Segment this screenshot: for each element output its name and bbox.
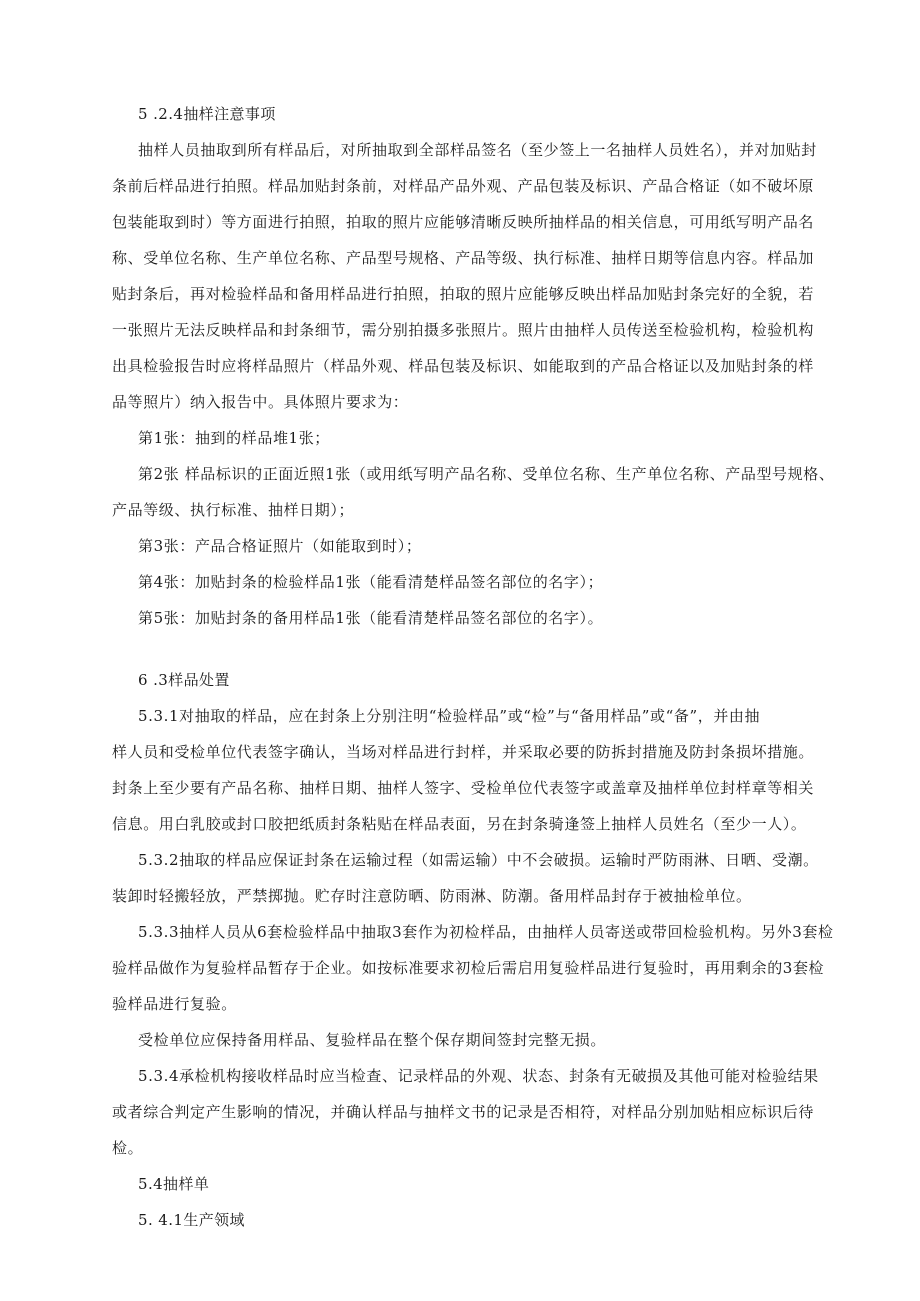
paragraph-line: 抽样人员抽取到所有样品后，对所抽取到全部样品签名（至少签上一名抽样人员姓名），并对加贴封	[138, 141, 817, 159]
paragraph-5-3-2: 5.3.2抽取的样品应保证封条在运输过程（如需运输）中不会破损。运输时严防雨淋、日晒、受潮。	[138, 851, 819, 869]
paragraph-line: 出具检验报告时应将样品照片（样品外观、样品包装及标识、如能取到的产品合格证以及加贴封条的样	[112, 357, 815, 375]
photo-requirement-4: 第4张：加贴封条的检验样品1张（能看清楚样品签名部位的名字）；	[138, 573, 604, 591]
paragraph-line: 封条上至少要有产品名称、抽样日期、抽样人签字、受检单位代表签字或盖章及抽样单位封样章等相关	[112, 779, 815, 797]
paragraph-5-3-4: 5.3.4承检机构接收样品时应当检查、记录样品的外观、状态、封条有无破损及其他可能对检验结果	[138, 1067, 819, 1085]
paragraph-line: 验样品进行复验。	[112, 995, 237, 1013]
paragraph-5-3-1: 5.3.1对抽取的样品，应在封条上分别注明“检验样品”或“检”与“备用样品”或“备”，并由抽	[138, 707, 761, 725]
paragraph-line: 样人员和受检单位代表签字确认，当场对样品进行封样，并采取必要的防拆封措施及防封条损坏措施。	[112, 743, 815, 761]
paragraph-line: 称、受单位名称、生产单位名称、产品型号规格、产品等级、执行标准、抽样日期等信息内容。样品加	[112, 249, 815, 267]
section-heading-5-4-1: 5. 4.1生产领域	[138, 1211, 245, 1229]
section-heading-5-3: 6 .3样品处置	[138, 671, 230, 689]
photo-requirement-3: 第3张：产品合格证照片（如能取到时）；	[138, 537, 422, 555]
paragraph-line: 信息。用白乳胶或封口胶把纸质封条粘贴在样品表面，另在封条骑逢签上抽样人员姓名（至少一人）。	[112, 815, 807, 833]
paragraph-keep-samples: 受检单位应保持备用样品、复验样品在整个保存期间签封完整无损。	[138, 1031, 607, 1049]
section-heading-5-4: 5.4抽样单	[138, 1175, 210, 1193]
paragraph-line: 品等照片）纳入报告中。具体照片要求为：	[112, 393, 409, 411]
paragraph-line: 检。	[112, 1139, 144, 1157]
paragraph-line: 一张照片无法反映样品和封条细节，需分别拍摄多张照片。照片由抽样人员传送至检验机构，检验机构	[112, 321, 815, 339]
paragraph-line: 贴封条后，再对检验样品和备用样品进行拍照，拍取的照片应能够反映出样品加贴封条完好的全貌，若	[112, 285, 815, 303]
photo-requirement-1: 第1张：抽到的样品堆1张；	[138, 429, 330, 447]
photo-requirement-2-cont: 产品等级、执行标准、抽样日期）；	[112, 501, 355, 519]
paragraph-5-3-3: 5.3.3抽样人员从6套检验样品中抽取3套作为初检样品，由抽样人员寄送或带回检验机构。另外3套检	[138, 923, 834, 941]
photo-requirement-5: 第5张：加贴封条的备用样品1张（能看清楚样品签名部位的名字）。	[138, 609, 604, 627]
paragraph-line: 包装能取到时）等方面进行拍照，拍取的照片应能够清晰反映所抽样品的相关信息，可用纸写明产品名	[112, 213, 815, 231]
photo-requirement-2: 第2张 样品标识的正面近照1张（或用纸写明产品名称、受单位名称、生产单位名称、产品型号规格、	[138, 465, 835, 483]
paragraph-line: 条前后样品进行拍照。样品加贴封条前，对样品产品外观、产品包装及标识、产品合格证（如不破坏原	[112, 177, 815, 195]
section-heading-5-2-4: 5 .2.4抽样注意事项	[138, 105, 276, 123]
paragraph-line: 或者综合判定产生影响的情况，并确认样品与抽样文书的记录是否相符，对样品分别加贴相应标识后待	[112, 1103, 815, 1121]
paragraph-line: 验样品做作为复验样品暂存于企业。如按标准要求初检后需启用复验样品进行复验时，再用剩余的3套检	[112, 959, 825, 977]
paragraph-line: 装卸时轻搬轻放，严禁掷抛。贮存时注意防晒、防雨淋、防潮。备用样品封存于被抽检单位。	[112, 887, 752, 905]
